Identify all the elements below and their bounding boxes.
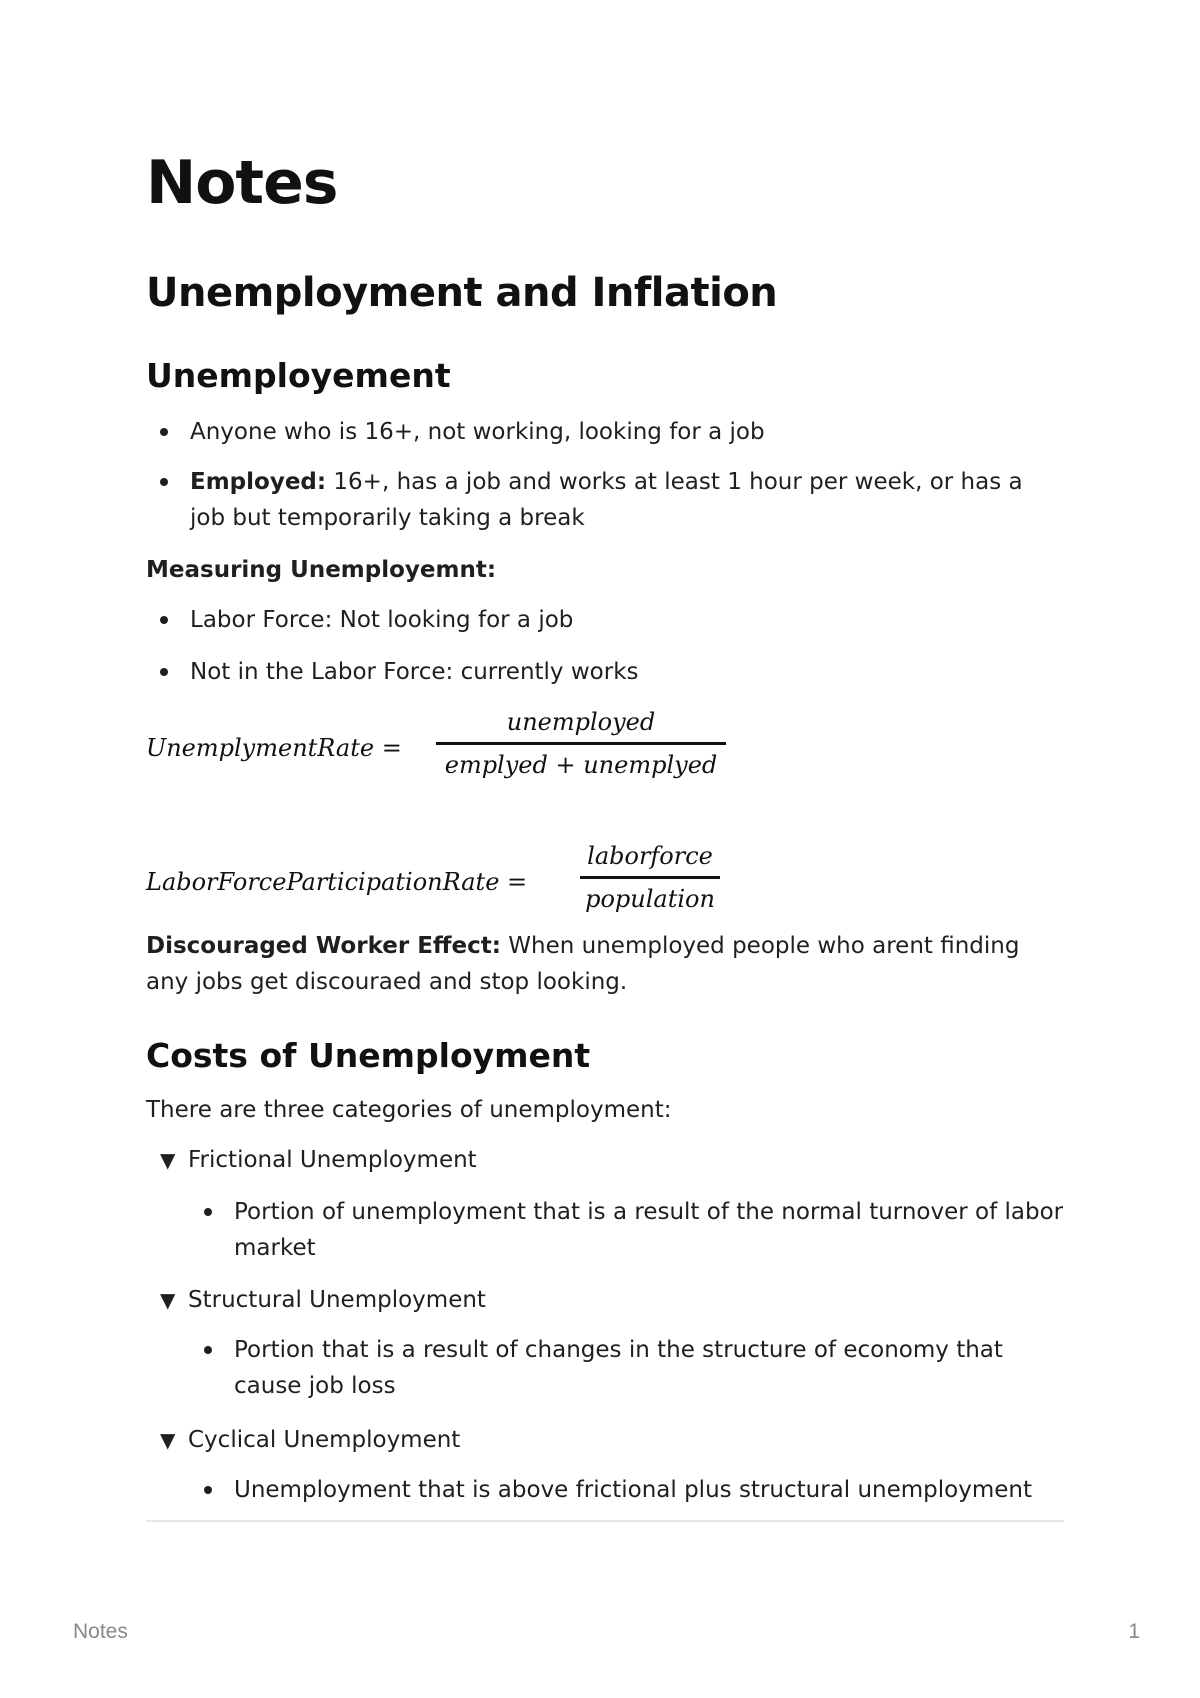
formula-numerator: unemployed [506,708,656,736]
formula-fraction [436,708,726,779]
measuring-label [146,552,496,588]
discouraged-text: When unemployed people who arent finding any jobs get discouraed and stop looking. [146,933,1020,995]
list-item-text: Unemployment that is above frictional plus structural unemployment [234,1477,1033,1503]
formula-lhs: UnemplymentRate = [146,734,402,762]
unemployment-rate-formula [146,708,1064,788]
measuring-label-text: Measuring Unemployemnt: [146,557,497,583]
toggle-triangle-icon[interactable]: ▼ [160,1288,176,1312]
formula-fraction [580,842,720,913]
toggle-frictional[interactable] [160,1142,477,1178]
costs-intro: There are three categories of unemployment: [146,1097,672,1123]
discouraged-worker-paragraph [146,928,1064,1000]
employed-label: Employed: [190,469,327,495]
list-item [190,654,1064,690]
labor-force-participation-formula [146,842,1064,922]
list-item-text: 16+, has a job and works at least 1 hour per week, or has a job but temporarily taking a break [190,469,1023,531]
page-number: 1 [1128,1620,1140,1643]
list-item-text: Labor Force: Not looking for a job [190,607,574,633]
toggle-cyclical[interactable] [160,1422,461,1458]
list-item-text: Portion of unemployment that is a result of the normal turnover of labor market [234,1199,1064,1261]
toggle-structural[interactable] [160,1282,486,1318]
unemployment-heading: Unemployement [146,356,451,395]
formula-lhs: LaborForceParticipationRate = [146,868,528,896]
bullet-dot [204,1346,212,1354]
toggle-label: Cyclical Unemployment [188,1427,461,1453]
section-title: Unemployment and Inflation [146,270,778,316]
bullet-dot [160,616,168,624]
bullet-dot [160,478,168,486]
discouraged-label: Discouraged Worker Effect: [146,933,501,959]
toggle-label: Frictional Unemployment [188,1147,477,1173]
list-item [234,1332,1064,1404]
footer-title: Notes [73,1620,128,1643]
formula-denominator: emplyed + unemplyed [444,751,718,779]
bullet-dot [160,428,168,436]
list-item-text: Not in the Labor Force: currently works [190,659,639,685]
costs-heading: Costs of Unemployment [146,1036,591,1075]
bullet-dot [204,1486,212,1494]
bullet-dot [160,668,168,676]
bullet-dot [204,1208,212,1216]
list-item [190,464,1064,536]
list-item [234,1472,1064,1508]
list-item [190,602,1064,638]
divider [146,1520,1064,1522]
list-item [234,1194,1064,1266]
list-item-text: Anyone who is 16+, not working, looking for a job [190,419,765,445]
list-item-text: Portion that is a result of changes in the structure of economy that cause job loss [234,1337,1003,1399]
page-title: Notes [146,148,338,218]
formula-numerator: laborforce [587,842,713,870]
toggle-triangle-icon[interactable]: ▼ [160,1148,176,1172]
toggle-triangle-icon[interactable]: ▼ [160,1428,176,1452]
formula-denominator: population [585,885,715,913]
toggle-label: Structural Unemployment [188,1287,486,1313]
list-item [190,414,1064,450]
